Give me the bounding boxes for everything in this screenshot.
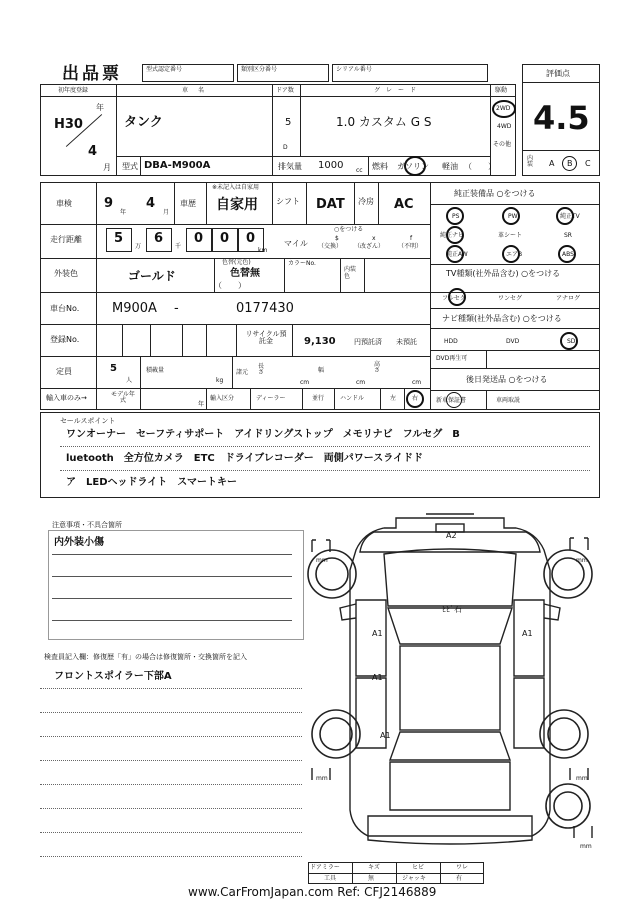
handle-label: ハンドル bbox=[340, 395, 365, 402]
watermark: www.CarFromJapan.com Ref: CFJ2146889 bbox=[188, 885, 437, 899]
equipment-title: 純正装備品 ○をつける bbox=[454, 189, 536, 198]
tamper-sym: x bbox=[372, 235, 376, 242]
chassis-model: M900A bbox=[112, 301, 157, 316]
score-label: 評価点 bbox=[546, 69, 570, 78]
registration-label: 登録No. bbox=[50, 335, 80, 344]
tamper-label: （改ざん） bbox=[354, 243, 385, 250]
legend-cell: 工具 bbox=[324, 875, 337, 882]
equip-circle bbox=[502, 207, 520, 225]
exchange-sym: $ bbox=[335, 235, 339, 242]
displacement-value: 1000 bbox=[318, 160, 344, 171]
equip-circle bbox=[446, 245, 464, 263]
length-label: 長さ bbox=[258, 363, 265, 376]
usage-value: 自家用 bbox=[216, 197, 258, 213]
height-cm: cm bbox=[412, 379, 422, 386]
chassis-number: 0177430 bbox=[236, 301, 294, 316]
mm-unit: mm bbox=[316, 775, 328, 782]
mile-label: マイル bbox=[284, 239, 308, 248]
name-label: 車名 bbox=[182, 87, 215, 94]
inspection-month: 4 bbox=[146, 196, 156, 211]
mileage-digits bbox=[106, 228, 270, 252]
recycle-value: 9,130 bbox=[304, 336, 336, 347]
fuel-diesel: 軽油 bbox=[442, 162, 458, 171]
doors-suffix: D bbox=[283, 144, 288, 151]
navi-circle bbox=[560, 332, 578, 350]
exchange-label: （交換） bbox=[318, 243, 343, 250]
usage-note: ※未記入は自家用 bbox=[212, 184, 260, 191]
usage-label: 車歴 bbox=[180, 199, 196, 208]
sales-line: luetooth 全方位カメラ ETC ドライブレコーダー 両側パワースライドド bbox=[66, 453, 423, 464]
import-dealer: ディーラー bbox=[256, 395, 286, 402]
interior-a: A bbox=[549, 159, 555, 168]
car-diagram bbox=[300, 510, 600, 855]
ac-value: AC bbox=[394, 197, 414, 212]
man-unit: 万 bbox=[135, 243, 142, 250]
later-item: 新車保証書 bbox=[436, 397, 467, 404]
mm-unit: mm bbox=[316, 557, 328, 564]
chassis-label: 車台No. bbox=[50, 304, 80, 313]
mm-unit: mm bbox=[580, 843, 592, 850]
mm-unit: mm bbox=[576, 557, 588, 564]
inspector-text: フロントスポイラー下部A bbox=[54, 671, 172, 682]
legend-cell: 有 bbox=[456, 875, 463, 882]
inspector-label: 検査員記入欄：修復歴「有」の場合は修復箇所・交換箇所を記入 bbox=[44, 653, 247, 661]
equip-item: 革シート bbox=[498, 232, 523, 239]
year-unit: 年 bbox=[96, 103, 104, 112]
navi-item: DVD bbox=[506, 338, 520, 345]
mileage-digit: 5 bbox=[114, 231, 124, 246]
interior-b: B bbox=[567, 159, 573, 168]
sales-label: セールスポイント bbox=[60, 417, 116, 425]
grade-value: 1.0 カスタム G S bbox=[336, 115, 432, 129]
damage-mark: A1 bbox=[372, 629, 383, 638]
mileage-label: 走行距離 bbox=[50, 235, 82, 244]
load-label: 積載量 bbox=[146, 367, 165, 374]
fuel-gasoline: ガソリン bbox=[397, 162, 429, 171]
navi-item: SD bbox=[567, 338, 576, 345]
sales-line: ア LEDヘッドライト スマートキー bbox=[66, 477, 238, 488]
inspection-year: 9 bbox=[104, 196, 114, 211]
color-value: ゴールド bbox=[128, 269, 176, 283]
chassis-dash: - bbox=[174, 301, 179, 316]
color-no-label: カラーNo. bbox=[288, 260, 316, 267]
capacity-label: 定員 bbox=[56, 367, 72, 376]
page-title: 出品票 bbox=[62, 64, 122, 84]
import-label: 輸入車のみ→ bbox=[46, 394, 87, 402]
shift-label: シフト bbox=[276, 197, 300, 206]
equip-item: 純正TV bbox=[560, 213, 580, 220]
score-value: 4.5 bbox=[533, 99, 590, 137]
drive-circle bbox=[492, 100, 516, 118]
handle-right: 右 bbox=[412, 395, 419, 402]
unknown-sym: f bbox=[410, 235, 413, 242]
tv-title: TV種類(社外品含む) ○をつける bbox=[446, 269, 561, 278]
width-label: 幅 bbox=[318, 367, 325, 374]
color-change-paren: （ ） bbox=[214, 281, 246, 290]
equip-circle bbox=[558, 245, 576, 263]
later-title: 後日発送品 ○をつける bbox=[466, 375, 548, 384]
tv-item: ワンセグ bbox=[498, 295, 523, 302]
equip-item: PW bbox=[508, 213, 518, 220]
mileage-digit: 6 bbox=[154, 231, 164, 246]
inspection-month-unit: 月 bbox=[163, 209, 170, 216]
damage-mark: ﾋﾋﾞ石 bbox=[442, 605, 462, 614]
km-unit: km bbox=[258, 247, 268, 254]
doors-value: 5 bbox=[285, 117, 292, 128]
grade-label: グレード bbox=[374, 87, 423, 94]
ac-label: 冷房 bbox=[358, 197, 374, 206]
color-label: 外装色 bbox=[54, 269, 78, 278]
cc-unit: cc bbox=[356, 167, 363, 174]
first-reg-month: 4 bbox=[88, 144, 98, 159]
damage-mark: A1 bbox=[372, 673, 383, 682]
handle-left: 左 bbox=[390, 395, 397, 402]
model-value: DBA-M900A bbox=[144, 160, 211, 171]
capacity-value: 5 bbox=[110, 363, 117, 374]
sales-line: ワンオーナー セーフティサポート アイドリングストップ メモリナビ フルセグ B bbox=[66, 429, 460, 440]
equip-item: SR bbox=[564, 232, 572, 239]
model-year-unit: 年 bbox=[198, 401, 205, 408]
interior-circle bbox=[562, 156, 577, 171]
damage-mark: A1 bbox=[380, 731, 391, 740]
sen-unit: 千 bbox=[175, 243, 182, 250]
damage-mark: A2 bbox=[446, 531, 457, 540]
mileage-digit: 0 bbox=[220, 231, 230, 246]
later-circle bbox=[446, 392, 462, 408]
month-unit: 月 bbox=[103, 163, 111, 172]
legend-header: ワレ bbox=[456, 864, 469, 871]
mileage-digit: 0 bbox=[246, 231, 256, 246]
doors-label: ドア数 bbox=[276, 87, 294, 94]
drive-label: 駆動 bbox=[495, 87, 508, 94]
drive-4wd: 4WD bbox=[497, 123, 512, 130]
legend-header: ヒビ bbox=[412, 864, 425, 871]
first-reg-year: H30 bbox=[54, 117, 83, 132]
displacement-label: 排気量 bbox=[278, 162, 302, 171]
car-name: タンク bbox=[124, 115, 163, 130]
height-label: 高さ bbox=[374, 361, 381, 374]
fuel-paren: （ ） bbox=[464, 162, 496, 171]
equip-item: 純正ナビ bbox=[440, 232, 465, 239]
mm-unit: mm bbox=[576, 775, 588, 782]
category-label: 類別区分番号 bbox=[241, 66, 278, 73]
equip-item: PS bbox=[452, 213, 460, 220]
equip-circle bbox=[556, 207, 574, 225]
tv-item: アナログ bbox=[556, 295, 581, 302]
notes-label: 注意事項・不具合箇所 bbox=[52, 521, 122, 529]
model-label: 型式 bbox=[122, 162, 138, 171]
circle-note: ○をつける bbox=[334, 226, 364, 233]
equip-item: ABS bbox=[562, 251, 574, 258]
legend-header: キズ bbox=[368, 864, 380, 871]
fuel-circle bbox=[404, 156, 426, 176]
kg-unit: kg bbox=[216, 377, 224, 384]
dvd-label: DVD再生可 bbox=[436, 355, 468, 362]
drive-other: その他 bbox=[493, 141, 512, 148]
handle-circle bbox=[406, 390, 424, 408]
damage-mark: A1 bbox=[522, 629, 533, 638]
equip-circle bbox=[446, 207, 464, 225]
dims-label: 諸元 bbox=[236, 369, 249, 376]
length-cm: cm bbox=[300, 379, 310, 386]
fuel-label: 燃料 bbox=[372, 162, 388, 171]
interior-color-label: 内装色 bbox=[344, 266, 357, 281]
shift-value: DAT bbox=[316, 197, 345, 212]
color-change-label: 色替(元色) bbox=[222, 259, 251, 266]
model-year-label: モデル年式 bbox=[111, 391, 135, 404]
interior-c: C bbox=[585, 159, 591, 168]
equip-item: エアB bbox=[506, 251, 523, 258]
drive-2wd: 2WD bbox=[496, 105, 511, 112]
serial-label: シリアル番号 bbox=[336, 66, 372, 73]
interior-label: 内装 bbox=[527, 155, 534, 168]
import-parallel: 並行 bbox=[312, 395, 325, 402]
recycle-unit: 円預託済 bbox=[354, 338, 382, 346]
inspection-year-unit: 年 bbox=[120, 209, 127, 216]
import-category-label: 輸入区分 bbox=[210, 395, 235, 402]
later-item: 車両取説 bbox=[496, 397, 521, 404]
mileage-digit: 0 bbox=[194, 231, 204, 246]
unknown-label: （不明） bbox=[398, 243, 423, 250]
legend-cell: 無 bbox=[368, 875, 375, 882]
equip-circle bbox=[502, 245, 523, 263]
tv-item: フルセグ bbox=[442, 295, 466, 302]
person-unit: 人 bbox=[126, 377, 133, 384]
color-change-value: 色替無 bbox=[230, 268, 260, 279]
navi-item: HDD bbox=[444, 338, 458, 345]
legend-header: ドアミラー bbox=[310, 864, 340, 871]
equip-circle bbox=[446, 226, 464, 244]
recycle-label: リサイクル預託金 bbox=[245, 330, 287, 345]
width-cm: cm bbox=[356, 379, 366, 386]
inspection-label: 車検 bbox=[56, 199, 72, 208]
first-reg-label: 初年度登録 bbox=[58, 87, 89, 94]
navi-title: ナビ種類(社外品含む) ○をつける bbox=[442, 314, 562, 323]
legend-cell: ジャッキ bbox=[402, 875, 426, 882]
notes-text: 内外装小傷 bbox=[54, 537, 104, 548]
recycle-none: 未預託 bbox=[396, 338, 417, 346]
equip-item: 純正AW bbox=[446, 251, 468, 258]
tv-circle bbox=[448, 288, 466, 306]
type-cert-label: 型式認定番号 bbox=[146, 66, 183, 73]
